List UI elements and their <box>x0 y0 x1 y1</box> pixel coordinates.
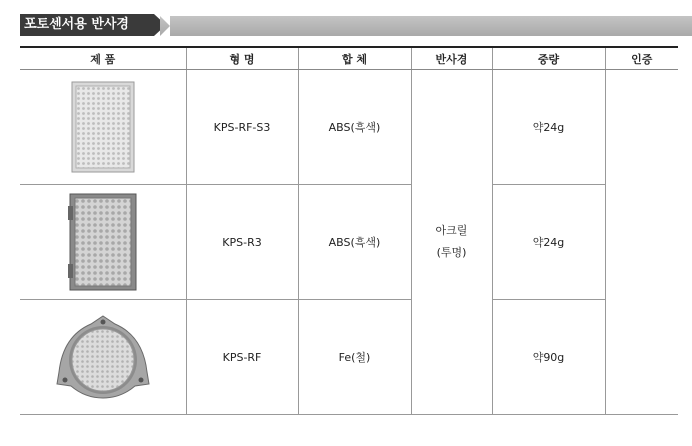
reflector-material: 아크릴 <box>435 224 468 237</box>
model-cell: KPS-R3 <box>186 185 298 300</box>
product-spec-table <box>20 46 678 415</box>
weight-cell: 약24g <box>492 70 605 185</box>
product-image-cell <box>20 185 186 300</box>
model-cell: KPS-RF <box>186 300 298 415</box>
product-image-cell <box>20 70 186 185</box>
section-title-bar <box>0 14 692 36</box>
header-weight: 중량 <box>492 47 605 70</box>
model-cell: KPS-RF-S3 <box>186 70 298 185</box>
header-model: 형 명 <box>186 47 298 70</box>
header-certification: 인증 <box>605 47 678 70</box>
title-bar-notch <box>160 16 170 36</box>
table-header-row <box>20 47 678 70</box>
framed-reflector-icon <box>68 192 138 292</box>
table-row <box>20 185 678 300</box>
reflector-cell <box>411 70 492 415</box>
body-cell: Fe(철) <box>298 300 411 415</box>
body-cell: ABS(흑색) <box>298 185 411 300</box>
table-row <box>20 300 678 415</box>
rectangular-reflector-icon <box>71 81 135 173</box>
reflector-note: (투명) <box>436 246 467 259</box>
certification-cell <box>605 70 678 415</box>
section-title: 포토센서용 반사경 <box>20 14 154 36</box>
weight-cell: 약24g <box>492 185 605 300</box>
header-product: 제 품 <box>20 47 186 70</box>
header-reflector: 반사경 <box>411 47 492 70</box>
round-reflector-icon <box>55 314 151 400</box>
header-body: 합 체 <box>298 47 411 70</box>
table-row <box>20 70 678 185</box>
title-bar-extension <box>160 16 692 36</box>
weight-cell: 약90g <box>492 300 605 415</box>
product-image-cell <box>20 300 186 415</box>
body-cell: ABS(흑색) <box>298 70 411 185</box>
